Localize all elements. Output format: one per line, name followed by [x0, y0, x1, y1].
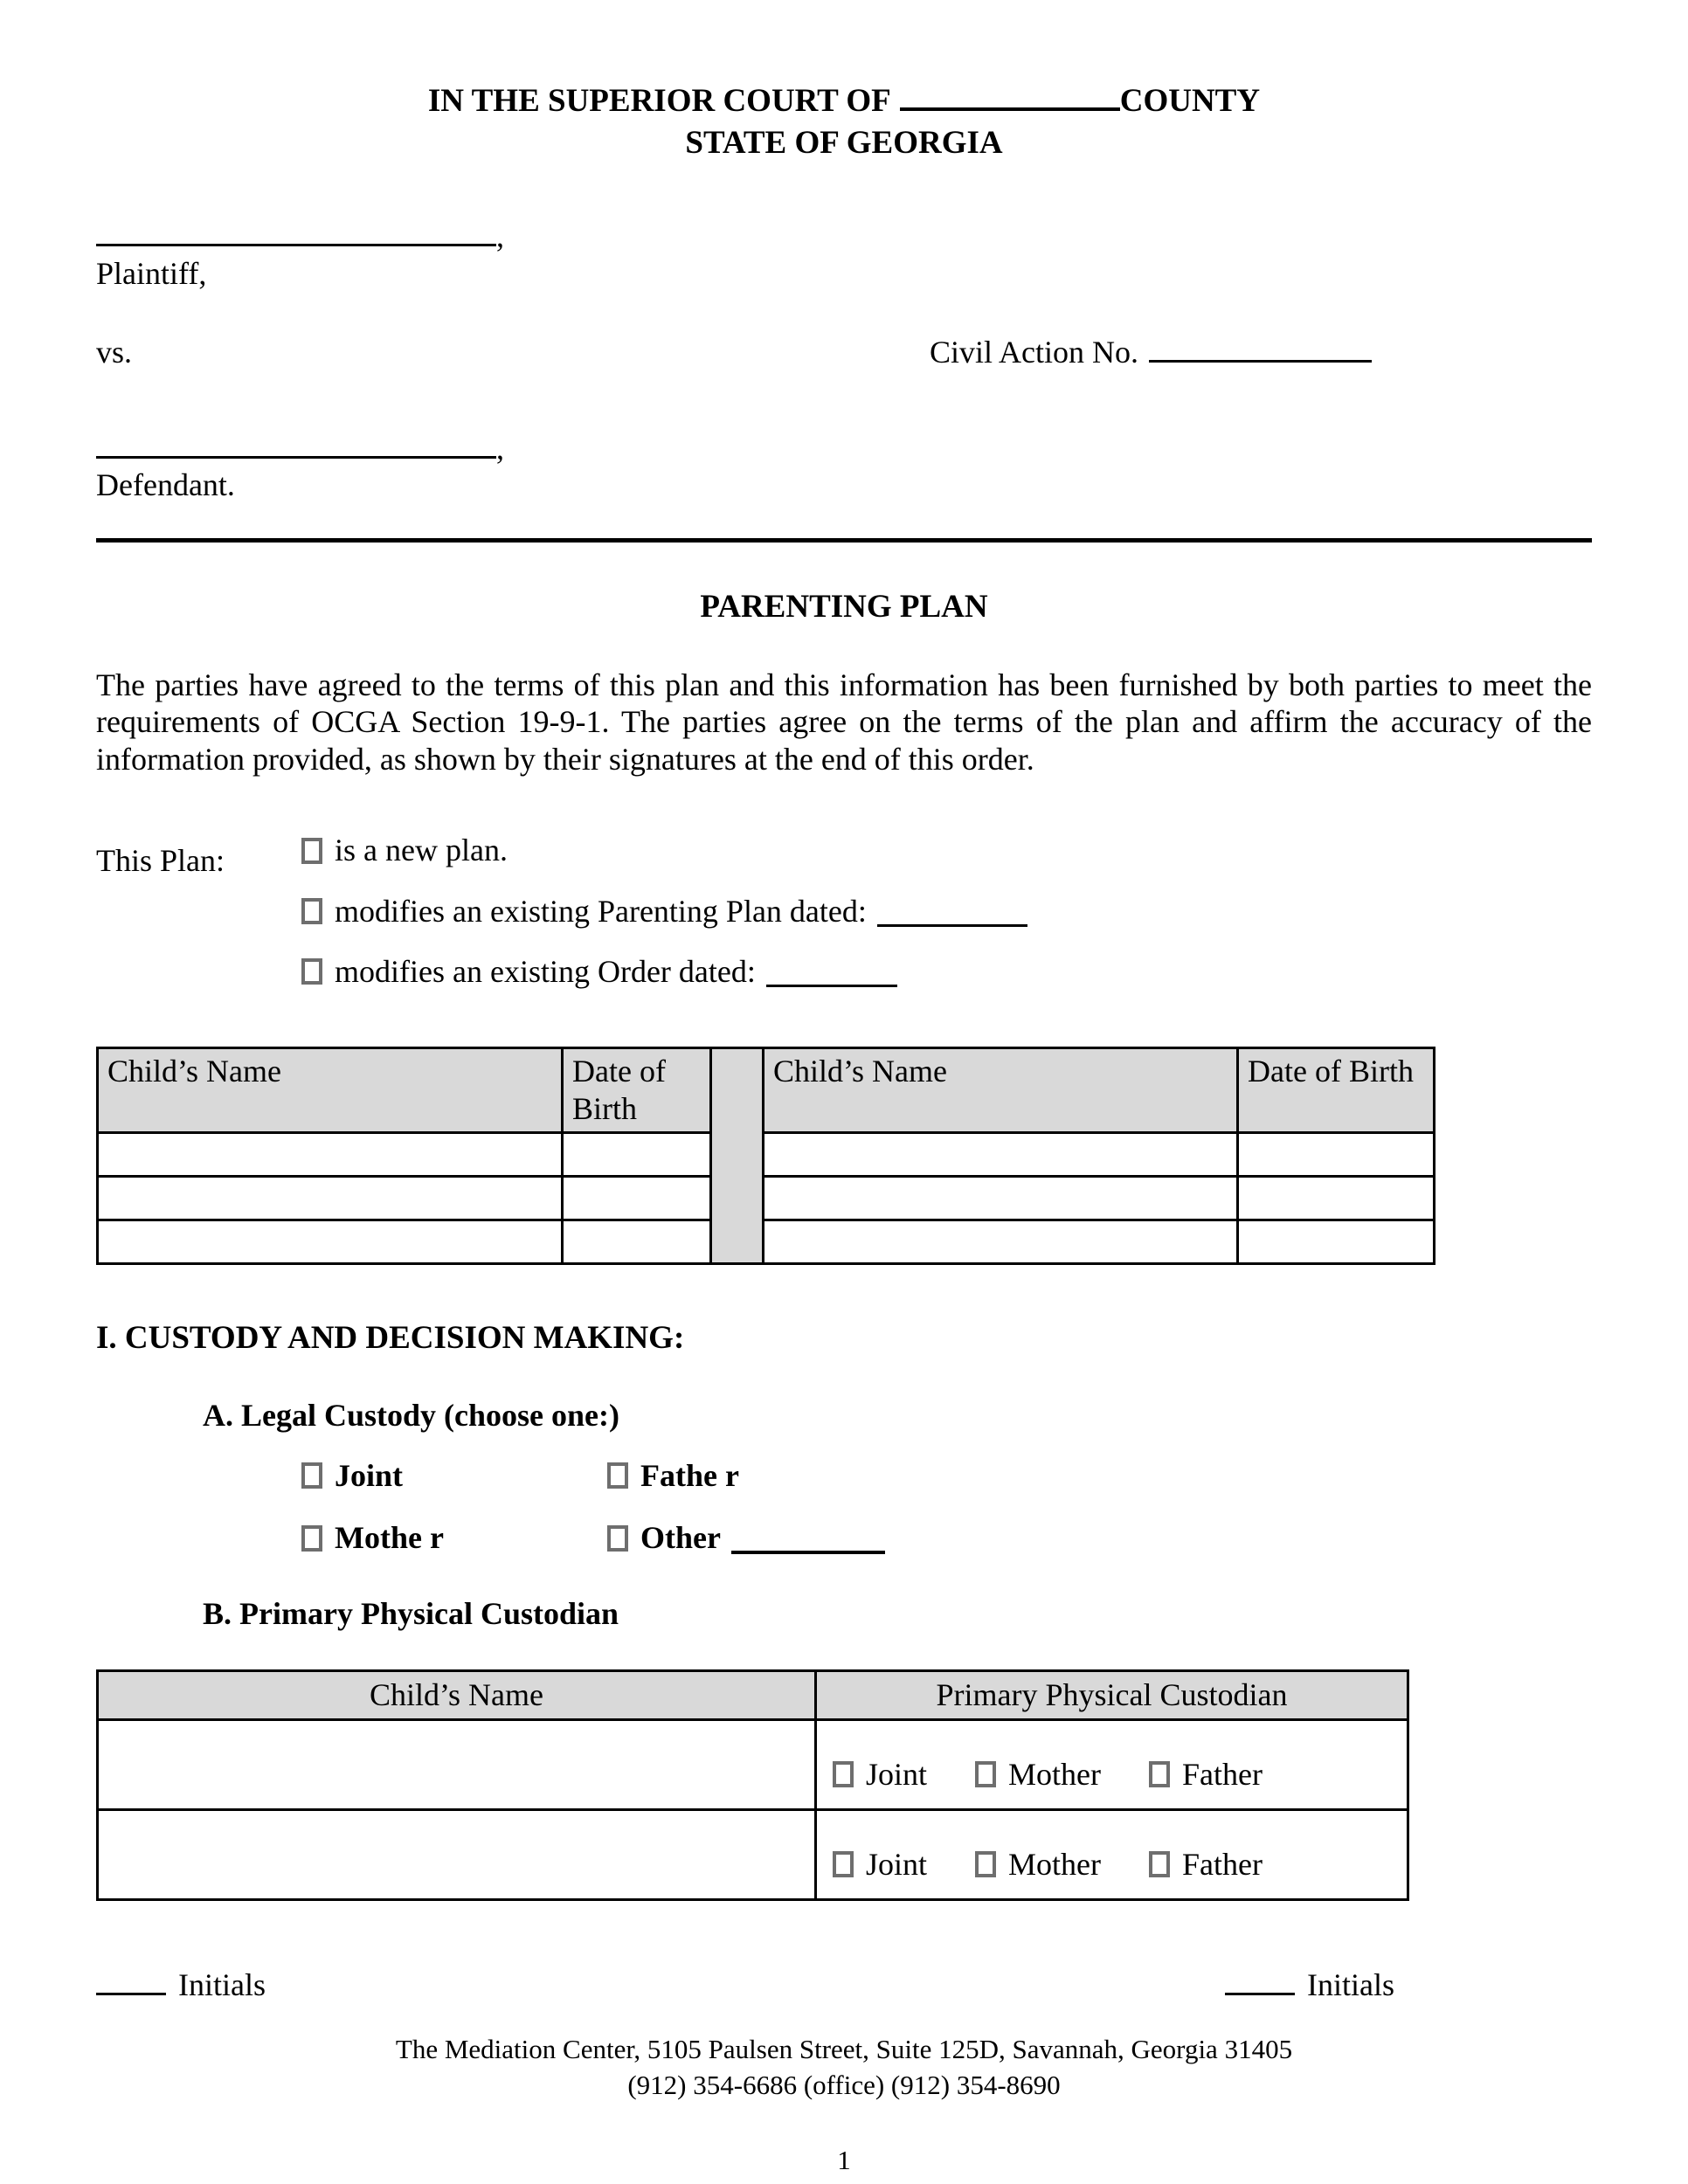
court-header-line2: STATE OF GEORGIA: [685, 125, 1003, 162]
date-of-birth-header: Date of Birth: [1238, 1047, 1435, 1132]
modifies-order-checkbox[interactable]: [301, 958, 322, 985]
child-name-cell[interactable]: [764, 1177, 1238, 1220]
legal-custody-option-joint: [301, 1457, 607, 1495]
plaintiff-name-field[interactable]: [96, 215, 496, 246]
children-table-row: [98, 1177, 1435, 1220]
defendant-name-field[interactable]: [96, 427, 496, 459]
legal-custody-heading: A. Legal Custody (choose one:): [203, 1397, 619, 1433]
child-name-cell[interactable]: [98, 1810, 816, 1900]
plan-option-label: is a new plan.: [335, 833, 508, 868]
option-label: Mother: [1008, 1846, 1101, 1882]
initials-left-group: [96, 1964, 266, 2004]
date-of-birth-cell[interactable]: [1238, 1133, 1435, 1177]
court-header-line1: [96, 79, 1592, 122]
option-label: Other: [640, 1520, 721, 1556]
father-checkbox[interactable]: [1149, 1851, 1170, 1877]
date-of-birth-cell[interactable]: [563, 1220, 711, 1264]
custodian-option-group: [833, 1737, 1398, 1794]
initials-row: [96, 1964, 1592, 2004]
children-table-header-row: [98, 1047, 1435, 1132]
option-label: Joint: [866, 1756, 928, 1792]
date-of-birth-cell[interactable]: [1238, 1220, 1435, 1264]
comma: ,: [496, 430, 504, 466]
custodian-option-group: [833, 1827, 1398, 1883]
plan-option-label: modifies an existing Parenting Plan dated:: [335, 893, 867, 929]
date-of-birth-cell[interactable]: [563, 1177, 711, 1220]
child-name-cell[interactable]: [98, 1133, 563, 1177]
custodian-option-mother: [975, 1846, 1101, 1883]
joint-checkbox[interactable]: [833, 1851, 854, 1877]
date-of-birth-cell[interactable]: [1238, 1177, 1435, 1220]
other-custody-field[interactable]: [731, 1523, 885, 1554]
primary-physical-custodian-heading: B. Primary Physical Custodian: [203, 1596, 619, 1632]
option-label: Father: [1182, 1846, 1263, 1882]
custodian-option-father: [1149, 1846, 1263, 1883]
child-name-header: Child’s Name: [764, 1047, 1238, 1132]
option-label: Father: [1182, 1756, 1263, 1792]
plan-option-modifies-plan: [301, 893, 1027, 930]
comma: ,: [496, 218, 504, 254]
initials-left-field[interactable]: [96, 1964, 166, 1995]
mother-custody-checkbox[interactable]: [301, 1525, 322, 1552]
civil-action-group: [930, 331, 1372, 371]
custodian-options-cell: [816, 1720, 1408, 1810]
father-checkbox[interactable]: [1149, 1761, 1170, 1787]
vs-row: [96, 331, 1592, 371]
custodian-table: [96, 1669, 1409, 1901]
date-of-birth-cell[interactable]: [563, 1133, 711, 1177]
plan-type-label: This Plan:: [96, 843, 225, 879]
option-label: Mother: [1008, 1756, 1101, 1792]
mother-checkbox[interactable]: [975, 1851, 996, 1877]
child-name-cell[interactable]: [98, 1177, 563, 1220]
child-name-header: Child’s Name: [98, 1047, 563, 1132]
caption-divider-rule: [96, 538, 1592, 543]
initials-label: Initials: [1307, 1967, 1394, 2003]
document-title: PARENTING PLAN: [700, 588, 988, 625]
legal-custody-option-father: [607, 1457, 885, 1495]
custodian-table-header-row: [98, 1671, 1408, 1720]
defendant-name-line: [96, 427, 1592, 467]
custodian-table-row: [98, 1720, 1408, 1810]
children-table-row: [98, 1220, 1435, 1264]
custodian-option-joint: [833, 1846, 927, 1883]
date-of-birth-header: Date of Birth: [563, 1047, 711, 1132]
joint-custody-checkbox[interactable]: [301, 1462, 322, 1489]
case-caption: [96, 215, 1592, 504]
table-spacer-column: [711, 1047, 764, 1263]
option-label: Joint: [866, 1846, 928, 1882]
parenting-plan-date-field[interactable]: [877, 895, 1027, 927]
court-header-suffix: COUNTY: [1119, 83, 1261, 119]
civil-action-number-field[interactable]: [1149, 331, 1372, 363]
plan-option-new: [301, 832, 1027, 869]
plan-option-label: modifies an existing Order dated:: [335, 953, 756, 989]
custodian-table-row: [98, 1810, 1408, 1900]
child-name-cell[interactable]: [764, 1133, 1238, 1177]
child-name-header: Child’s Name: [98, 1671, 816, 1720]
court-header-prefix: IN THE SUPERIOR COURT OF: [427, 83, 891, 119]
option-label: Mothe r: [335, 1520, 444, 1556]
father-custody-checkbox[interactable]: [607, 1462, 628, 1489]
court-header: [96, 0, 1592, 164]
mother-checkbox[interactable]: [975, 1761, 996, 1787]
legal-custody-options: [301, 1457, 1592, 1557]
joint-checkbox[interactable]: [833, 1761, 854, 1787]
modifies-parenting-plan-checkbox[interactable]: [301, 898, 322, 924]
child-name-cell[interactable]: [98, 1720, 816, 1810]
plan-option-modifies-order: [301, 953, 1027, 991]
custodian-option-joint: [833, 1756, 927, 1794]
section-1-heading: I. CUSTODY AND DECISION MAKING:: [96, 1320, 685, 1357]
initials-label: Initials: [178, 1967, 266, 2003]
initials-right-group: [1225, 1964, 1394, 2004]
plaintiff-label: Plaintiff,: [96, 255, 207, 291]
children-table: [96, 1047, 1435, 1265]
civil-action-label: Civil Action No.: [929, 334, 1138, 370]
legal-custody-option-other: [607, 1519, 885, 1557]
plaintiff-name-line: [96, 215, 1592, 254]
order-date-field[interactable]: [766, 956, 897, 987]
footer-phone-line: (912) 354-6686 (office) (912) 354-8690: [627, 2070, 1061, 2101]
plan-type-options: [301, 832, 1027, 991]
page-number: 1: [837, 2145, 851, 2176]
new-plan-checkbox[interactable]: [301, 838, 322, 864]
custodian-option-father: [1149, 1756, 1263, 1794]
option-label: Fathe r: [640, 1457, 739, 1493]
initials-right-field[interactable]: [1225, 1964, 1295, 1995]
legal-custody-option-mother: [301, 1519, 607, 1557]
footer: [96, 2031, 1592, 2105]
children-table-row: [98, 1133, 1435, 1177]
primary-physical-custodian-header: Primary Physical Custodian: [816, 1671, 1408, 1720]
defendant-label: Defendant.: [96, 467, 235, 503]
footer-address-line: The Mediation Center, 5105 Paulsen Street, Suite 125D, Savannah, Georgia 31405: [395, 2033, 1293, 2064]
plan-type-section: [96, 832, 1592, 991]
vs-label: vs.: [96, 334, 133, 370]
intro-paragraph: The parties have agreed to the terms of this plan and this information has been furnished by both parties to meet the requirements of OCGA Section 19-9-1. The parties agree on the terms of the plan and affirm the accuracy of the information provided, as shown by their signatures at the end of this order.: [96, 667, 1592, 777]
child-name-cell[interactable]: [98, 1220, 563, 1264]
custodian-option-mother: [975, 1756, 1101, 1794]
other-custody-checkbox[interactable]: [607, 1525, 628, 1552]
child-name-cell[interactable]: [764, 1220, 1238, 1264]
custodian-options-cell: [816, 1810, 1408, 1900]
option-label: Joint: [335, 1457, 404, 1493]
county-blank-field[interactable]: [900, 79, 1120, 111]
